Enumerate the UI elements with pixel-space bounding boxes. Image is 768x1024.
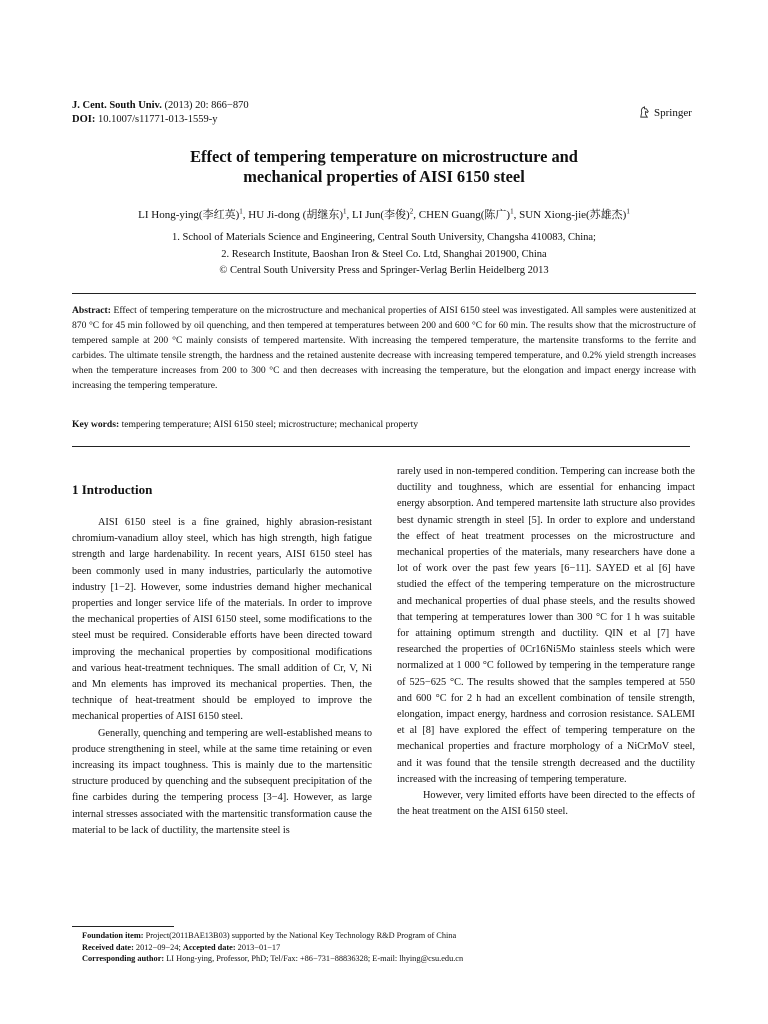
footnote-corresponding-author: Corresponding author: LI Hong-ying, Professor, PhD; Tel/Fax: +86−731−88836328; E-mail: lhying@csu.edu.cn [82,954,464,964]
author: LI Jun(李俊)$^2$, [351,207,419,221]
journal-name: J. Cent. South Univ. [72,100,162,111]
keywords-text: tempering temperature; AISI 6150 steel; microstructure; mechanical property [119,419,419,430]
publisher-logo [638,106,692,119]
journal-header [72,99,249,127]
author: LI Hong-ying(李红英)$^1$, [138,207,249,221]
copyright-line: © Central South University Press and Springer-Verlag Berlin Heidelberg 2013 [219,265,549,276]
paragraph: Generally, quenching and tempering are well-established means to produce strengthening in steel, while at the same time retaining or even increasing its impact toughness. This is mainly due to the martensitic structure produced by quenching and the subsequent precipitation of the fine carbides during the tempering process [3−4]. However, as large internal stresses associated with the martensitic transformation cause the material to be lack of ductility, the martensite steel is [72,727,372,836]
affiliations [0,230,768,280]
footnote-foundation: Foundation item: Project(2011BAE13B03) supported by the National Key Technology R&D Program of China [82,931,457,940]
abstract-text: Effect of tempering temperature on the microstructure and mechanical properties of AISI 6150 steel was investigated. All samples were austenitized at 870 °C for 45 min followed by oil quenching, and then tempered at temperatures between 200 and 600 °C for 60 min. The results show that the microstructure of tempered sample at 200 °C mainly consists of tempered martensite. With increasing the tempered temperature, the martensite transforms to the ferrite and carbides. The ultimate tensile strength, the hardness and the retained austenite decrease with increasing tempered temperature, and 0.2% yield strength increases when the temperature increases from 200 to 300 °C and then decreases with increasing the temperature, but the elongation and impact energy increase with increasing the tempering temperature. [72,305,696,392]
affiliation-2: 2. Research Institute, Baoshan Iron & Steel Co. Ltd, Shanghai 201900, China [221,248,547,260]
doi-label: DOI: [72,114,96,125]
publisher-name: Springer [654,106,692,119]
footnote-divider [72,926,174,927]
title-line-1: Effect of tempering temperature on microstructure and [190,147,578,166]
citation-line [72,99,249,113]
affiliation-1: 1. School of Materials Science and Engineering, Central South University, Changsha 410083, China; [172,232,596,243]
column-left [72,464,372,839]
doi-value[interactable]: 10.1007/s11771-013-1559-y [97,114,218,125]
paragraph: However, very limited efforts have been directed to the effects of the heat treatment on the AISI 6150 steel. [397,790,695,818]
title-line-2: mechanical properties of AISI 6150 steel [243,167,525,186]
divider-bottom [72,446,690,447]
author: SUN Xiong-jie(苏雄杰)$^1$ [519,207,630,221]
article-title [0,147,768,187]
column-right [397,464,695,820]
paragraph: rarely used in non-tempered condition. Tempering can increase both the ductility and toughness, which are essential for enhancing impact energy absorption. And tempered martensite lath structure also provides best dynamic strength in steel [5]. In order to explore and understand the effect of heat treatment processes on the microstructure and mechanical properties of the materials, many researchers have done a lot of work over the past few years [6−11]. SAYED et al [6] have studied the effect of the tempering temperature on the microstructure and mechanical properties of dual phase steels, and the results showed that tempering at temperatures lower than 300 °C for 1 h was suitable for attaining optimum strength and ductility. QIN et al [7] have researched the properties of 0Cr16Ni5Mo stainless steels which were normalized at 1 000 °C followed by tempering in the temperature range of 525−625 °C. The results showed that the samples tempered at 550 and 600 °C for 2 h had an excellent combination of tensile strength, elongation, impact energy, hardness and corrosion resistance. SALEMI et al [8] have explored the effect of tempering temperature on the mechanical properties and fracture morphology of a NiCrMoV steel, and it was found that the tensile strength decreased and the ductility increased with the increasing of tempering temperature. [397,466,695,785]
abstract [72,303,696,394]
footnote-dates: Received date: 2012−09−24; Accepted date: 2013−01−17 [82,942,281,952]
section-heading: 1 Introduction [72,482,153,497]
author: HU Ji-dong (胡继东)$^1$, [248,207,352,221]
paragraph: AISI 6150 steel is a fine grained, highly abrasion-resistant chromium-vanadium alloy steel, which has high strength, high fatigue strength and large hardenability. In recent years, AISI 6150 steel has been commonly used in many industries, particularly the automotive industry [1−2]. However, some industries demand higher mechanical properties and longer service life of the materials. In order to improve the mechanical properties of AISI 6150 steel, some modifications to the steel must be required. Considerable efforts have been directed toward improving the mechanical properties by compositional modifications and various heat-treatment techniques. The small addition of Cr, V, Ni and Mn elements has improved its mechanical properties. Then, the technique of heat-treatment should be employed to improve the mechanical properties of AISI 6150 steel. [72,517,372,723]
divider-top [72,293,696,294]
footnotes [82,930,692,965]
volume-pages: (2013) 20: 866−870 [164,100,249,111]
author: CHEN Guang(陈广)$^1$, [418,207,520,221]
springer-horse-icon [638,106,651,119]
keywords [72,419,696,430]
keywords-label: Key words: [72,419,120,430]
abstract-label: Abstract: [72,305,111,316]
author-list [0,206,768,222]
doi-line [72,113,249,127]
